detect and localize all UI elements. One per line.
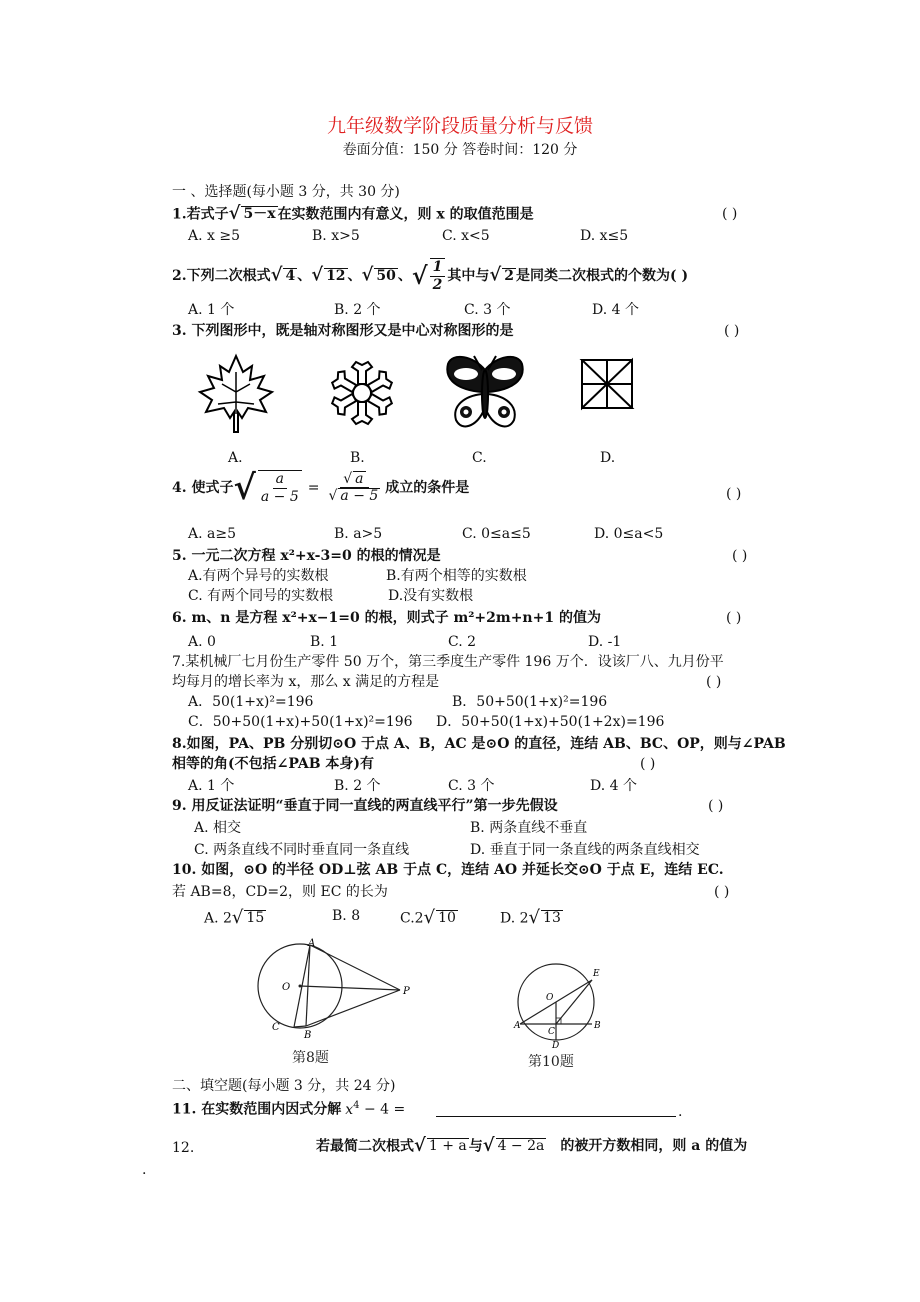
q9-option-d: D. 垂直于同一条直线的两条直线相交 bbox=[470, 842, 700, 858]
q4-pre: 4. 使式子 bbox=[172, 479, 234, 496]
q8-answer-paren: ( ) bbox=[640, 756, 656, 772]
q4-option-c: C. 0≤a≤5 bbox=[462, 526, 531, 542]
q7-line2: 均每月的增长率为 x，那么 x 满足的方程是 bbox=[172, 674, 440, 690]
q4-left-frac bbox=[258, 470, 302, 506]
fig10-label-d: D bbox=[552, 1041, 560, 1051]
q11-end: . bbox=[678, 1104, 683, 1120]
q9-stem: 9. 用反证法证明“垂直于同一直线的两直线平行”第一步先假设 bbox=[172, 798, 558, 814]
q12-radical-2: 4 − 2a bbox=[497, 1138, 545, 1155]
q7-answer-paren: ( ) bbox=[706, 674, 722, 690]
section-choice-heading: 一 、选择题(每小题 3 分，共 30 分) bbox=[172, 184, 400, 200]
q2-frac-den: 2 bbox=[432, 276, 443, 293]
q1-option-d: D. x≤5 bbox=[580, 228, 629, 244]
q7-option-b: B．50+50(1+x)²=196 bbox=[452, 694, 608, 710]
q2-radical-2: 12 bbox=[326, 267, 346, 284]
q1-option-b: B. x>5 bbox=[312, 228, 360, 244]
q1-answer-paren: ( ) bbox=[722, 206, 738, 222]
q8-option-a: A. 1 个 bbox=[188, 778, 235, 794]
q6-option-d: D. -1 bbox=[588, 634, 622, 650]
q4-option-d: D. 0≤a<5 bbox=[594, 526, 664, 542]
q3-stem: 3. 下列图形中，既是轴对称图形又是中心对称图形的是 bbox=[172, 323, 514, 339]
q8-line2: 相等的角(不包括∠PAB 本身)有 bbox=[172, 756, 375, 772]
q10-c-rad: 10 bbox=[438, 910, 456, 927]
q4-option-a: A. a≥5 bbox=[188, 526, 236, 542]
q10-line2: 若 AB=8，CD=2，则 EC 的长为 bbox=[172, 884, 388, 900]
page-subtitle: 卷面分值：150 分 答卷时间：120 分 bbox=[342, 142, 578, 158]
q4-right-den: √ a − 5 bbox=[328, 488, 379, 505]
q9-option-b: B. 两条直线不垂直 bbox=[470, 820, 588, 836]
sqrt-symbol: √ bbox=[311, 264, 324, 286]
q10-a-rad: 15 bbox=[246, 910, 265, 927]
fig8-label-o: O bbox=[282, 982, 291, 993]
q2-option-a: A. 1 个 bbox=[188, 302, 235, 318]
sqrt-symbol: √ bbox=[233, 467, 256, 508]
fig10-caption: 第10题 bbox=[528, 1054, 574, 1070]
q4-left-num: a bbox=[273, 471, 287, 489]
q6-option-a: A. 0 bbox=[188, 634, 216, 650]
q8-option-b: B. 2 个 bbox=[334, 778, 381, 794]
q5-option-d: D.没有实数根 bbox=[388, 588, 474, 604]
q10-c-pre: C.2 bbox=[400, 910, 424, 927]
sqrt-symbol: √ bbox=[489, 264, 502, 286]
q4-right-num: √ a bbox=[340, 471, 368, 489]
q12-radical-1: 1 + a bbox=[428, 1138, 467, 1155]
q10-option-d bbox=[500, 908, 563, 929]
sqrt-symbol: √ bbox=[528, 907, 541, 928]
fig10-label-c: C bbox=[548, 1027, 555, 1037]
figure-10 bbox=[512, 962, 612, 1076]
sqrt-symbol: √ bbox=[414, 1135, 426, 1156]
q1-stem bbox=[172, 204, 534, 225]
q3-label-a: A. bbox=[228, 450, 243, 466]
q10-answer-paren: ( ) bbox=[714, 884, 730, 900]
sqrt-symbol: √ bbox=[228, 203, 241, 224]
q1-option-a: A. x ≥5 bbox=[188, 228, 240, 244]
q4-post: 成立的条件是 bbox=[385, 479, 470, 496]
q7-option-c: C．50+50(1+x)+50(1+x)²=196 bbox=[188, 714, 413, 730]
q2-radical-3: 50 bbox=[376, 267, 396, 284]
q10-option-a bbox=[204, 908, 266, 929]
fig8-label-b: B bbox=[304, 1030, 312, 1041]
q9-option-c: C. 两条直线不同时垂直同一条直线 bbox=[194, 842, 410, 858]
q6-option-c: C. 2 bbox=[448, 634, 477, 650]
q4-equals: = bbox=[307, 479, 320, 496]
q7-line1: 7.某机械厂七月份生产零件 50 万个，第三季度生产零件 196 万个．设该厂八、九月份平 bbox=[172, 654, 724, 670]
fig10-label-b: B bbox=[594, 1021, 601, 1031]
q10-d-rad: 13 bbox=[543, 910, 561, 927]
snowflake-figure bbox=[324, 354, 400, 432]
q12-stem bbox=[316, 1136, 747, 1157]
sqrt-symbol: √ bbox=[361, 264, 374, 286]
q2-frac-num: 1 bbox=[430, 259, 446, 277]
fig10-label-o: O bbox=[546, 993, 554, 1003]
q4-stem bbox=[172, 467, 470, 508]
q3-label-b: B. bbox=[350, 450, 365, 466]
q2-mid: 其中与 bbox=[447, 267, 490, 284]
pinwheel-figure bbox=[576, 356, 638, 412]
q8-line1: 8.如图，PA、PB 分别切⊙O 于点 A、B，AC 是⊙O 的直径，连结 AB、BC、OP，则与∠PAB bbox=[172, 736, 786, 752]
q10-option-c bbox=[400, 908, 458, 929]
q2-radical-4: 2 bbox=[504, 267, 514, 284]
q9-answer-paren: ( ) bbox=[708, 798, 724, 814]
q1-option-c: C. x<5 bbox=[442, 228, 490, 244]
q10-line1: 10. 如图，⊙O 的半径 OD⊥弦 AB 于点 C，连结 AO 并延长交⊙O 于点 E，连结 EC. bbox=[172, 862, 724, 878]
sqrt-symbol: √ bbox=[423, 907, 436, 928]
fig8-label-p: P bbox=[403, 986, 410, 997]
sqrt-symbol: √ bbox=[411, 261, 428, 290]
q11-expr-exp: 4 bbox=[353, 1100, 360, 1111]
q10-d-pre: D. 2 bbox=[500, 910, 529, 927]
q4-left-den: a − 5 bbox=[260, 488, 299, 505]
q2-post: 是同类二次根式的个数为( ) bbox=[516, 267, 689, 284]
butterfly-figure bbox=[444, 350, 526, 434]
q7-option-d: D．50+50(1+x)+50(1+2x)=196 bbox=[436, 714, 665, 730]
q1-pre: 1.若式子 bbox=[172, 206, 229, 223]
q11-expr-rest: − 4 = bbox=[359, 1101, 406, 1118]
q8-option-d: D. 4 个 bbox=[590, 778, 637, 794]
q1-post: 在实数范围内有意义，则 x 的取值范围是 bbox=[277, 206, 534, 223]
q12-trailing-dot: . bbox=[142, 1162, 147, 1178]
q3-answer-paren: ( ) bbox=[724, 323, 740, 339]
q4-right-frac bbox=[325, 471, 383, 506]
fig10-label-e: E bbox=[593, 969, 600, 979]
section-fill-heading: 二、填空题(每小题 3 分，共 24 分) bbox=[172, 1078, 396, 1094]
q2-option-c: C. 3 个 bbox=[464, 302, 511, 318]
q6-answer-paren: ( ) bbox=[726, 610, 742, 626]
q4-right-den-rad: a − 5 bbox=[340, 488, 379, 505]
q2-pre: 2.下列二次根式 bbox=[172, 267, 271, 284]
q8-option-c: C. 3 个 bbox=[448, 778, 495, 794]
fig10-label-a: A bbox=[514, 1021, 521, 1031]
q5-option-c: C. 有两个同号的实数根 bbox=[188, 588, 334, 604]
q6-stem: 6. m、n 是方程 x²+x−1=0 的根，则式子 m²+2m+n+1 的值为 bbox=[172, 610, 601, 626]
q12-post: 的被开方数相同，则 a 的值为 bbox=[560, 1138, 748, 1155]
q12-number: 12. bbox=[172, 1140, 195, 1156]
q2-radical-1: 4 bbox=[285, 267, 296, 284]
q2-stem: 2.下列二次根式√ 4 、√ 12 、√ 50 、√ $\frac{1}{2}$ 其中与√ 2 是同类二次根式的个数为( ) bbox=[172, 259, 689, 293]
q3-label-c: C. bbox=[472, 450, 487, 466]
q10-option-b: B. 8 bbox=[332, 908, 361, 924]
q5-stem: 5. 一元二次方程 x²+x-3=0 的根的情况是 bbox=[172, 548, 441, 564]
q11-stem bbox=[172, 1100, 405, 1118]
q5-option-a: A.有两个异号的实数根 bbox=[188, 568, 329, 584]
q3-label-d: D. bbox=[600, 450, 616, 466]
fig8-label-a: A bbox=[308, 938, 316, 949]
q12-pre: 若最简二次根式 bbox=[316, 1138, 414, 1155]
q2-option-d: D. 4 个 bbox=[592, 302, 639, 318]
fig8-label-c: C bbox=[272, 1022, 280, 1033]
q11-pre: 11. 在实数范围内因式分解 bbox=[172, 1101, 342, 1118]
q4-option-b: B. a>5 bbox=[334, 526, 383, 542]
q4-answer-paren: ( ) bbox=[726, 486, 742, 502]
figure-8 bbox=[254, 938, 430, 1074]
q11-answer-blank[interactable] bbox=[436, 1116, 676, 1117]
q12-mid: 与 bbox=[468, 1138, 483, 1155]
sqrt-symbol: √ bbox=[231, 907, 244, 928]
q5-answer-paren: ( ) bbox=[732, 548, 748, 564]
q6-option-b: B. 1 bbox=[310, 634, 339, 650]
q1-radicand: 5－x bbox=[243, 206, 276, 223]
sqrt-symbol: √ bbox=[482, 1135, 495, 1156]
q2-option-b: B. 2 个 bbox=[334, 302, 381, 318]
q5-option-b: B.有两个相等的实数根 bbox=[386, 568, 527, 584]
sqrt-symbol: √ bbox=[270, 264, 283, 286]
q10-a-pre: A. 2 bbox=[204, 910, 232, 927]
q4-right-num-rad: a bbox=[355, 470, 364, 487]
q7-option-a: A．50(1+x)²=196 bbox=[188, 694, 314, 710]
page-title: 九年级数学阶段质量分析与反馈 bbox=[326, 115, 593, 137]
q2-fraction bbox=[430, 258, 446, 294]
maple-leaf-figure bbox=[196, 352, 276, 434]
q11-expr-base: x bbox=[345, 1101, 354, 1118]
fig8-caption: 第8题 bbox=[292, 1050, 329, 1066]
q9-option-a: A. 相交 bbox=[194, 820, 242, 836]
